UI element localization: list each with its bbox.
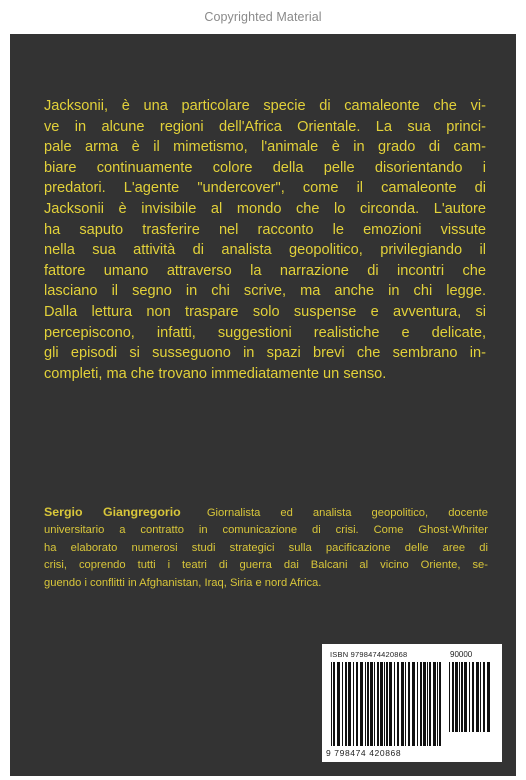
barcode-bar xyxy=(397,662,399,746)
blurb-line: nella sua attività di analista geopolitico, privilegiando il xyxy=(44,242,486,259)
barcode-bar xyxy=(461,662,463,732)
barcode-bar xyxy=(386,662,388,746)
barcode-bar xyxy=(417,662,418,746)
barcode-bar xyxy=(476,662,479,732)
barcode-digits: 9 798474 420868 xyxy=(326,748,402,758)
isbn-barcode xyxy=(322,644,502,762)
blurb-line: pale arma è il mimetismo, l'animale è in grado di cam- xyxy=(44,139,486,156)
bio-line: crisi, coprendo tutti i teatri di guerra dai Balcani al vicino Oriente, se- xyxy=(44,559,488,572)
barcode-bar xyxy=(345,662,347,746)
barcode-bar xyxy=(360,662,363,746)
barcode-bar xyxy=(480,662,481,732)
barcode-bar xyxy=(487,662,490,732)
blurb-line: fattore umano attraverso la narrazione di incontri che xyxy=(44,262,486,279)
barcode-bar xyxy=(469,662,470,732)
barcode-bar xyxy=(427,662,428,746)
blurb-line: Jacksonii è invisibile al mondo che lo circonda. L'autore xyxy=(44,200,486,217)
blurb-line: ve in alcune regioni dell'Africa Orientale. La sua princi- xyxy=(44,118,486,135)
barcode-bar xyxy=(437,662,438,746)
blurb-line: ha saputo trasferire nel racconto le emozioni vissute xyxy=(44,221,486,238)
bio-first-line xyxy=(44,504,488,522)
blurb-text xyxy=(44,96,486,384)
blurb-line: gli episodi si susseguono in spazi brevi che sembrano in- xyxy=(44,345,486,362)
barcode-bar xyxy=(420,662,422,746)
barcode-bar xyxy=(377,662,379,746)
barcode-bar xyxy=(464,662,467,732)
barcode-bar xyxy=(342,662,343,746)
barcode-bar xyxy=(412,662,415,746)
barcode-bar xyxy=(429,662,431,746)
barcode-bar xyxy=(331,662,332,746)
blurb-line: percepiscono, infatti, suggestioni realistiche e delicate, xyxy=(44,324,486,341)
barcode-bar xyxy=(483,662,485,732)
barcode-addon-number: 90000 xyxy=(450,650,473,659)
barcode-bar xyxy=(348,662,351,746)
blurb-line: lasciano il segno in chi scrive, ma anche in chi legge. xyxy=(44,283,486,300)
barcode-bar xyxy=(472,662,474,732)
blurb-line: predatori. L'agente "undercover", come il camaleonte di xyxy=(44,180,486,197)
bio-line: guendo i conflitti in Afghanistan, Iraq, Siria e nord Africa. xyxy=(44,576,322,589)
barcode-bar xyxy=(380,662,383,746)
barcode-bars xyxy=(330,662,442,746)
barcode-bar xyxy=(439,662,441,746)
barcode-bar xyxy=(389,662,392,746)
blurb-line: biare continuamente colore della pelle disorientando i xyxy=(44,159,486,176)
book-back-cover xyxy=(10,34,516,776)
barcode-bar xyxy=(365,662,366,746)
barcode-bar xyxy=(353,662,354,746)
barcode-bar xyxy=(394,662,395,746)
barcode-bar xyxy=(367,662,369,746)
barcode-bar xyxy=(452,662,454,732)
barcode-bar xyxy=(356,662,358,746)
author-bio xyxy=(44,504,488,592)
barcode-bar xyxy=(433,662,436,746)
blurb-line: completi, ma che trovano immediatamente un senso. xyxy=(44,365,387,382)
barcode-bar xyxy=(337,662,340,746)
bio-line: ha elaborato numerosi studi strategici sulla pacificazione delle aree di xyxy=(44,541,488,554)
copyright-watermark: Copyrighted Material xyxy=(204,10,322,24)
barcode-bar xyxy=(370,662,373,746)
blurb-line: Dalla lettura non traspare solo suspense e avventura, si xyxy=(44,303,486,320)
barcode-bar xyxy=(374,662,375,746)
barcode-bar xyxy=(459,662,460,732)
barcode-bar xyxy=(384,662,385,746)
barcode-bar xyxy=(449,662,450,732)
barcode-bar xyxy=(455,662,458,732)
isbn-label: ISBN 9798474420868 xyxy=(330,650,408,659)
barcode-addon-bars xyxy=(448,662,494,746)
barcode-bar xyxy=(405,662,406,746)
bio-line: Giornalista ed analista geopolitico, docente xyxy=(206,507,489,519)
barcode-bar xyxy=(408,662,410,746)
barcode-bar xyxy=(333,662,335,746)
author-name: Sergio Giangregorio xyxy=(44,505,181,519)
barcode-bar xyxy=(423,662,426,746)
barcode-bar xyxy=(401,662,404,746)
blurb-line: Jacksonii, è una particolare specie di camaleonte che vi- xyxy=(44,98,486,114)
bio-line: universitario a contratto in comunicazione di crisi. Come Ghost-Whriter xyxy=(44,524,488,537)
